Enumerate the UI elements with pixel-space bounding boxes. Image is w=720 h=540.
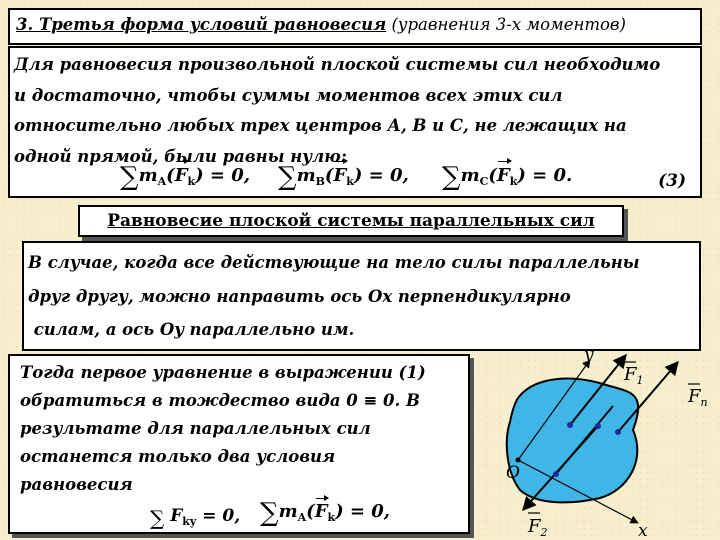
condition-line: одной прямой, были равны нулю: [14,146,347,166]
condition-line: и достаточно, чтобы суммы моментов всех этих сил [14,85,563,105]
force-f1-label: $F_1$ [624,364,644,387]
force-sum-equation: ∑ $F_{ky} = 0$, [150,506,241,530]
subtitle-box [78,205,624,237]
parallel-line: друг другу, можно направить ось Ox перпендикулярно [28,286,571,306]
rigid-body [507,379,638,503]
section-title-note: (уравнения 3-х моментов) [386,15,626,34]
parallel-line: силам, а ось Oy параллельно им. [28,320,355,339]
conclusion-line: Тогда первое уравнение в выражении (1) [20,363,426,382]
equation-number: (3) [658,171,686,191]
parallel-forces-diagram [478,340,720,540]
moment-equation-b: $\sum m_B(F_k) = 0$, [278,162,409,192]
parallel-line: В случае, когда все действующие на тело силы параллельны [28,253,640,272]
origin-point [516,458,521,463]
y-axis-label: y [584,345,594,365]
moment-equation-c: $\sum m_C(F_k) = 0$. [442,162,573,192]
section-title: 3. Третья форма условий равновесия [16,15,387,34]
conclusion-line: равновесия [20,475,133,494]
title-box [8,8,702,45]
force-f2-label: $F_2$ [528,516,548,539]
conclusion-line: результате для параллельных сил [20,419,371,438]
application-point [567,422,573,428]
moment-sum-equation: $\sum m_A(F_k) = 0$, [260,498,391,528]
subtitle: Равновесие плоской системы параллельных сил [107,211,595,231]
force-fn-label: $F_n$ [688,386,708,409]
x-axis-label: x [638,521,648,540]
condition-box [8,46,702,198]
condition-line: Для равновесия произвольной плоской системы сил необходимо [14,55,661,74]
origin-label: O [506,463,520,483]
parallel-forces-box [22,241,701,351]
application-point [553,471,559,477]
conclusion-line: обратиться в тождество вида 0 ≡ 0. В [20,391,420,410]
application-point [595,423,601,429]
moment-equation-a: $\sum m_A(F_k) = 0$, [120,162,251,192]
conclusion-line: останется только два условия [20,447,336,466]
conclusion-box [8,354,470,534]
application-point [615,429,621,435]
condition-line: относительно любых трех центров А, В и С, не лежащих на [14,116,627,135]
